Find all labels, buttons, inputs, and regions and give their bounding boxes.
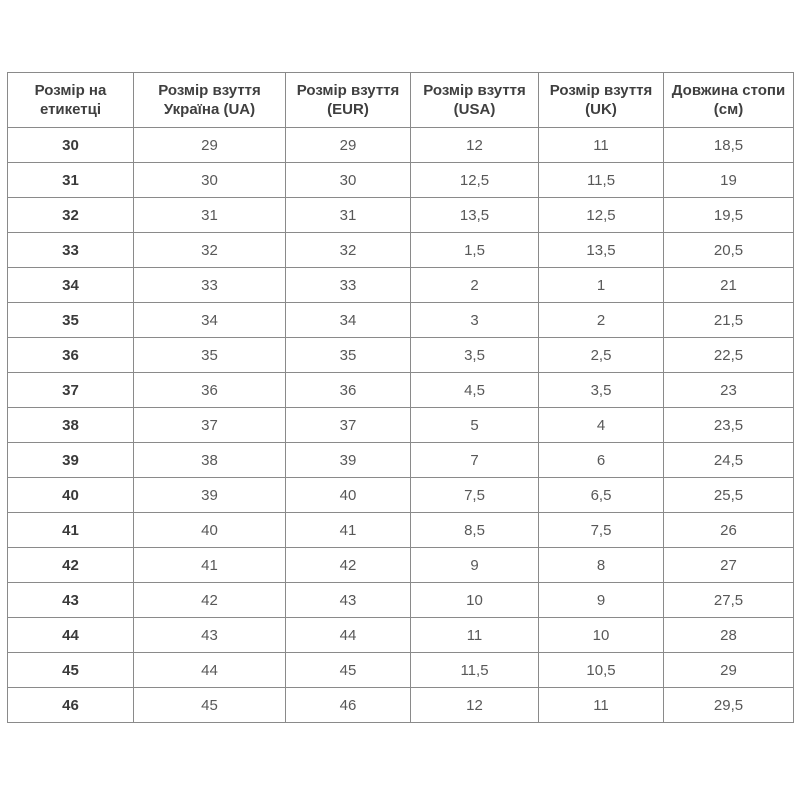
label-size-cell: 44: [8, 618, 134, 653]
size-value-cell: 9: [411, 548, 539, 583]
table-row: [8, 408, 794, 443]
size-value-cell: 1,5: [411, 233, 539, 268]
size-value-cell: 34: [286, 303, 411, 338]
size-value-cell: 4: [539, 408, 664, 443]
size-value-cell: 37: [134, 408, 286, 443]
size-value-cell: 30: [286, 163, 411, 198]
column-header: Розмір взуття (EUR): [286, 73, 411, 128]
size-value-cell: 24,5: [664, 443, 794, 478]
size-value-cell: 30: [134, 163, 286, 198]
size-value-cell: 39: [286, 443, 411, 478]
table-row: [8, 653, 794, 688]
size-value-cell: 11,5: [411, 653, 539, 688]
size-value-cell: 19,5: [664, 198, 794, 233]
size-value-cell: 36: [286, 373, 411, 408]
size-value-cell: 2: [411, 268, 539, 303]
size-value-cell: 8: [539, 548, 664, 583]
table-row: [8, 128, 794, 163]
size-value-cell: 44: [134, 653, 286, 688]
size-value-cell: 33: [134, 268, 286, 303]
size-value-cell: 42: [286, 548, 411, 583]
size-value-cell: 1: [539, 268, 664, 303]
table-row: [8, 583, 794, 618]
size-value-cell: 22,5: [664, 338, 794, 373]
size-value-cell: 4,5: [411, 373, 539, 408]
size-value-cell: 11: [539, 128, 664, 163]
size-value-cell: 39: [134, 478, 286, 513]
size-value-cell: 11: [411, 618, 539, 653]
label-size-cell: 43: [8, 583, 134, 618]
table-row: [8, 163, 794, 198]
size-value-cell: 6: [539, 443, 664, 478]
size-value-cell: 34: [134, 303, 286, 338]
label-size-cell: 35: [8, 303, 134, 338]
label-size-cell: 37: [8, 373, 134, 408]
size-value-cell: 29: [664, 653, 794, 688]
label-size-cell: 32: [8, 198, 134, 233]
column-header: Розмір взуття (USA): [411, 73, 539, 128]
size-value-cell: 32: [134, 233, 286, 268]
size-value-cell: 2,5: [539, 338, 664, 373]
size-value-cell: 27,5: [664, 583, 794, 618]
label-size-cell: 42: [8, 548, 134, 583]
size-value-cell: 46: [286, 688, 411, 723]
size-value-cell: 12,5: [539, 198, 664, 233]
table-body: [8, 128, 794, 723]
table-row: [8, 688, 794, 723]
size-value-cell: 5: [411, 408, 539, 443]
column-header: Довжина стопи (см): [664, 73, 794, 128]
size-value-cell: 29: [286, 128, 411, 163]
size-value-cell: 7: [411, 443, 539, 478]
size-value-cell: 12: [411, 688, 539, 723]
size-value-cell: 45: [286, 653, 411, 688]
label-size-cell: 31: [8, 163, 134, 198]
column-header: Розмір на етикетці: [8, 73, 134, 128]
size-value-cell: 3: [411, 303, 539, 338]
size-value-cell: 10: [539, 618, 664, 653]
size-value-cell: 25,5: [664, 478, 794, 513]
table-row: [8, 198, 794, 233]
size-value-cell: 23: [664, 373, 794, 408]
size-value-cell: 42: [134, 583, 286, 618]
table-row: [8, 303, 794, 338]
size-value-cell: 19: [664, 163, 794, 198]
size-value-cell: 36: [134, 373, 286, 408]
size-value-cell: 41: [286, 513, 411, 548]
label-size-cell: 34: [8, 268, 134, 303]
size-value-cell: 18,5: [664, 128, 794, 163]
size-value-cell: 27: [664, 548, 794, 583]
table-row: [8, 373, 794, 408]
table-row: [8, 233, 794, 268]
table-row: [8, 338, 794, 373]
label-size-cell: 33: [8, 233, 134, 268]
table-header: [8, 73, 794, 128]
size-value-cell: 43: [134, 618, 286, 653]
table-row: [8, 478, 794, 513]
label-size-cell: 41: [8, 513, 134, 548]
size-value-cell: 41: [134, 548, 286, 583]
size-value-cell: 40: [286, 478, 411, 513]
label-size-cell: 39: [8, 443, 134, 478]
table-row: [8, 513, 794, 548]
label-size-cell: 36: [8, 338, 134, 373]
size-value-cell: 29,5: [664, 688, 794, 723]
size-value-cell: 35: [134, 338, 286, 373]
label-size-cell: 40: [8, 478, 134, 513]
size-value-cell: 7,5: [539, 513, 664, 548]
table-row: [8, 268, 794, 303]
column-header: Розмір взуття Україна (UA): [134, 73, 286, 128]
label-size-cell: 46: [8, 688, 134, 723]
size-value-cell: 35: [286, 338, 411, 373]
size-value-cell: 2: [539, 303, 664, 338]
size-value-cell: 12,5: [411, 163, 539, 198]
size-value-cell: 38: [134, 443, 286, 478]
size-value-cell: 32: [286, 233, 411, 268]
size-value-cell: 28: [664, 618, 794, 653]
size-value-cell: 11,5: [539, 163, 664, 198]
size-value-cell: 12: [411, 128, 539, 163]
table-row: [8, 443, 794, 478]
size-value-cell: 13,5: [539, 233, 664, 268]
size-value-cell: 10,5: [539, 653, 664, 688]
column-header: Розмір взуття (UK): [539, 73, 664, 128]
size-value-cell: 29: [134, 128, 286, 163]
size-value-cell: 45: [134, 688, 286, 723]
label-size-cell: 30: [8, 128, 134, 163]
size-value-cell: 3,5: [411, 338, 539, 373]
size-value-cell: 23,5: [664, 408, 794, 443]
size-value-cell: 21,5: [664, 303, 794, 338]
size-value-cell: 6,5: [539, 478, 664, 513]
size-value-cell: 44: [286, 618, 411, 653]
label-size-cell: 45: [8, 653, 134, 688]
size-value-cell: 8,5: [411, 513, 539, 548]
size-value-cell: 11: [539, 688, 664, 723]
label-size-cell: 38: [8, 408, 134, 443]
size-value-cell: 20,5: [664, 233, 794, 268]
size-value-cell: 33: [286, 268, 411, 303]
size-value-cell: 26: [664, 513, 794, 548]
size-value-cell: 31: [134, 198, 286, 233]
size-value-cell: 31: [286, 198, 411, 233]
size-value-cell: 21: [664, 268, 794, 303]
size-conversion-table: [7, 72, 794, 723]
size-value-cell: 10: [411, 583, 539, 618]
size-value-cell: 9: [539, 583, 664, 618]
size-value-cell: 43: [286, 583, 411, 618]
size-value-cell: 40: [134, 513, 286, 548]
size-value-cell: 3,5: [539, 373, 664, 408]
table-row: [8, 548, 794, 583]
table-header-row: [8, 73, 794, 128]
table-row: [8, 618, 794, 653]
size-value-cell: 13,5: [411, 198, 539, 233]
size-value-cell: 37: [286, 408, 411, 443]
size-value-cell: 7,5: [411, 478, 539, 513]
